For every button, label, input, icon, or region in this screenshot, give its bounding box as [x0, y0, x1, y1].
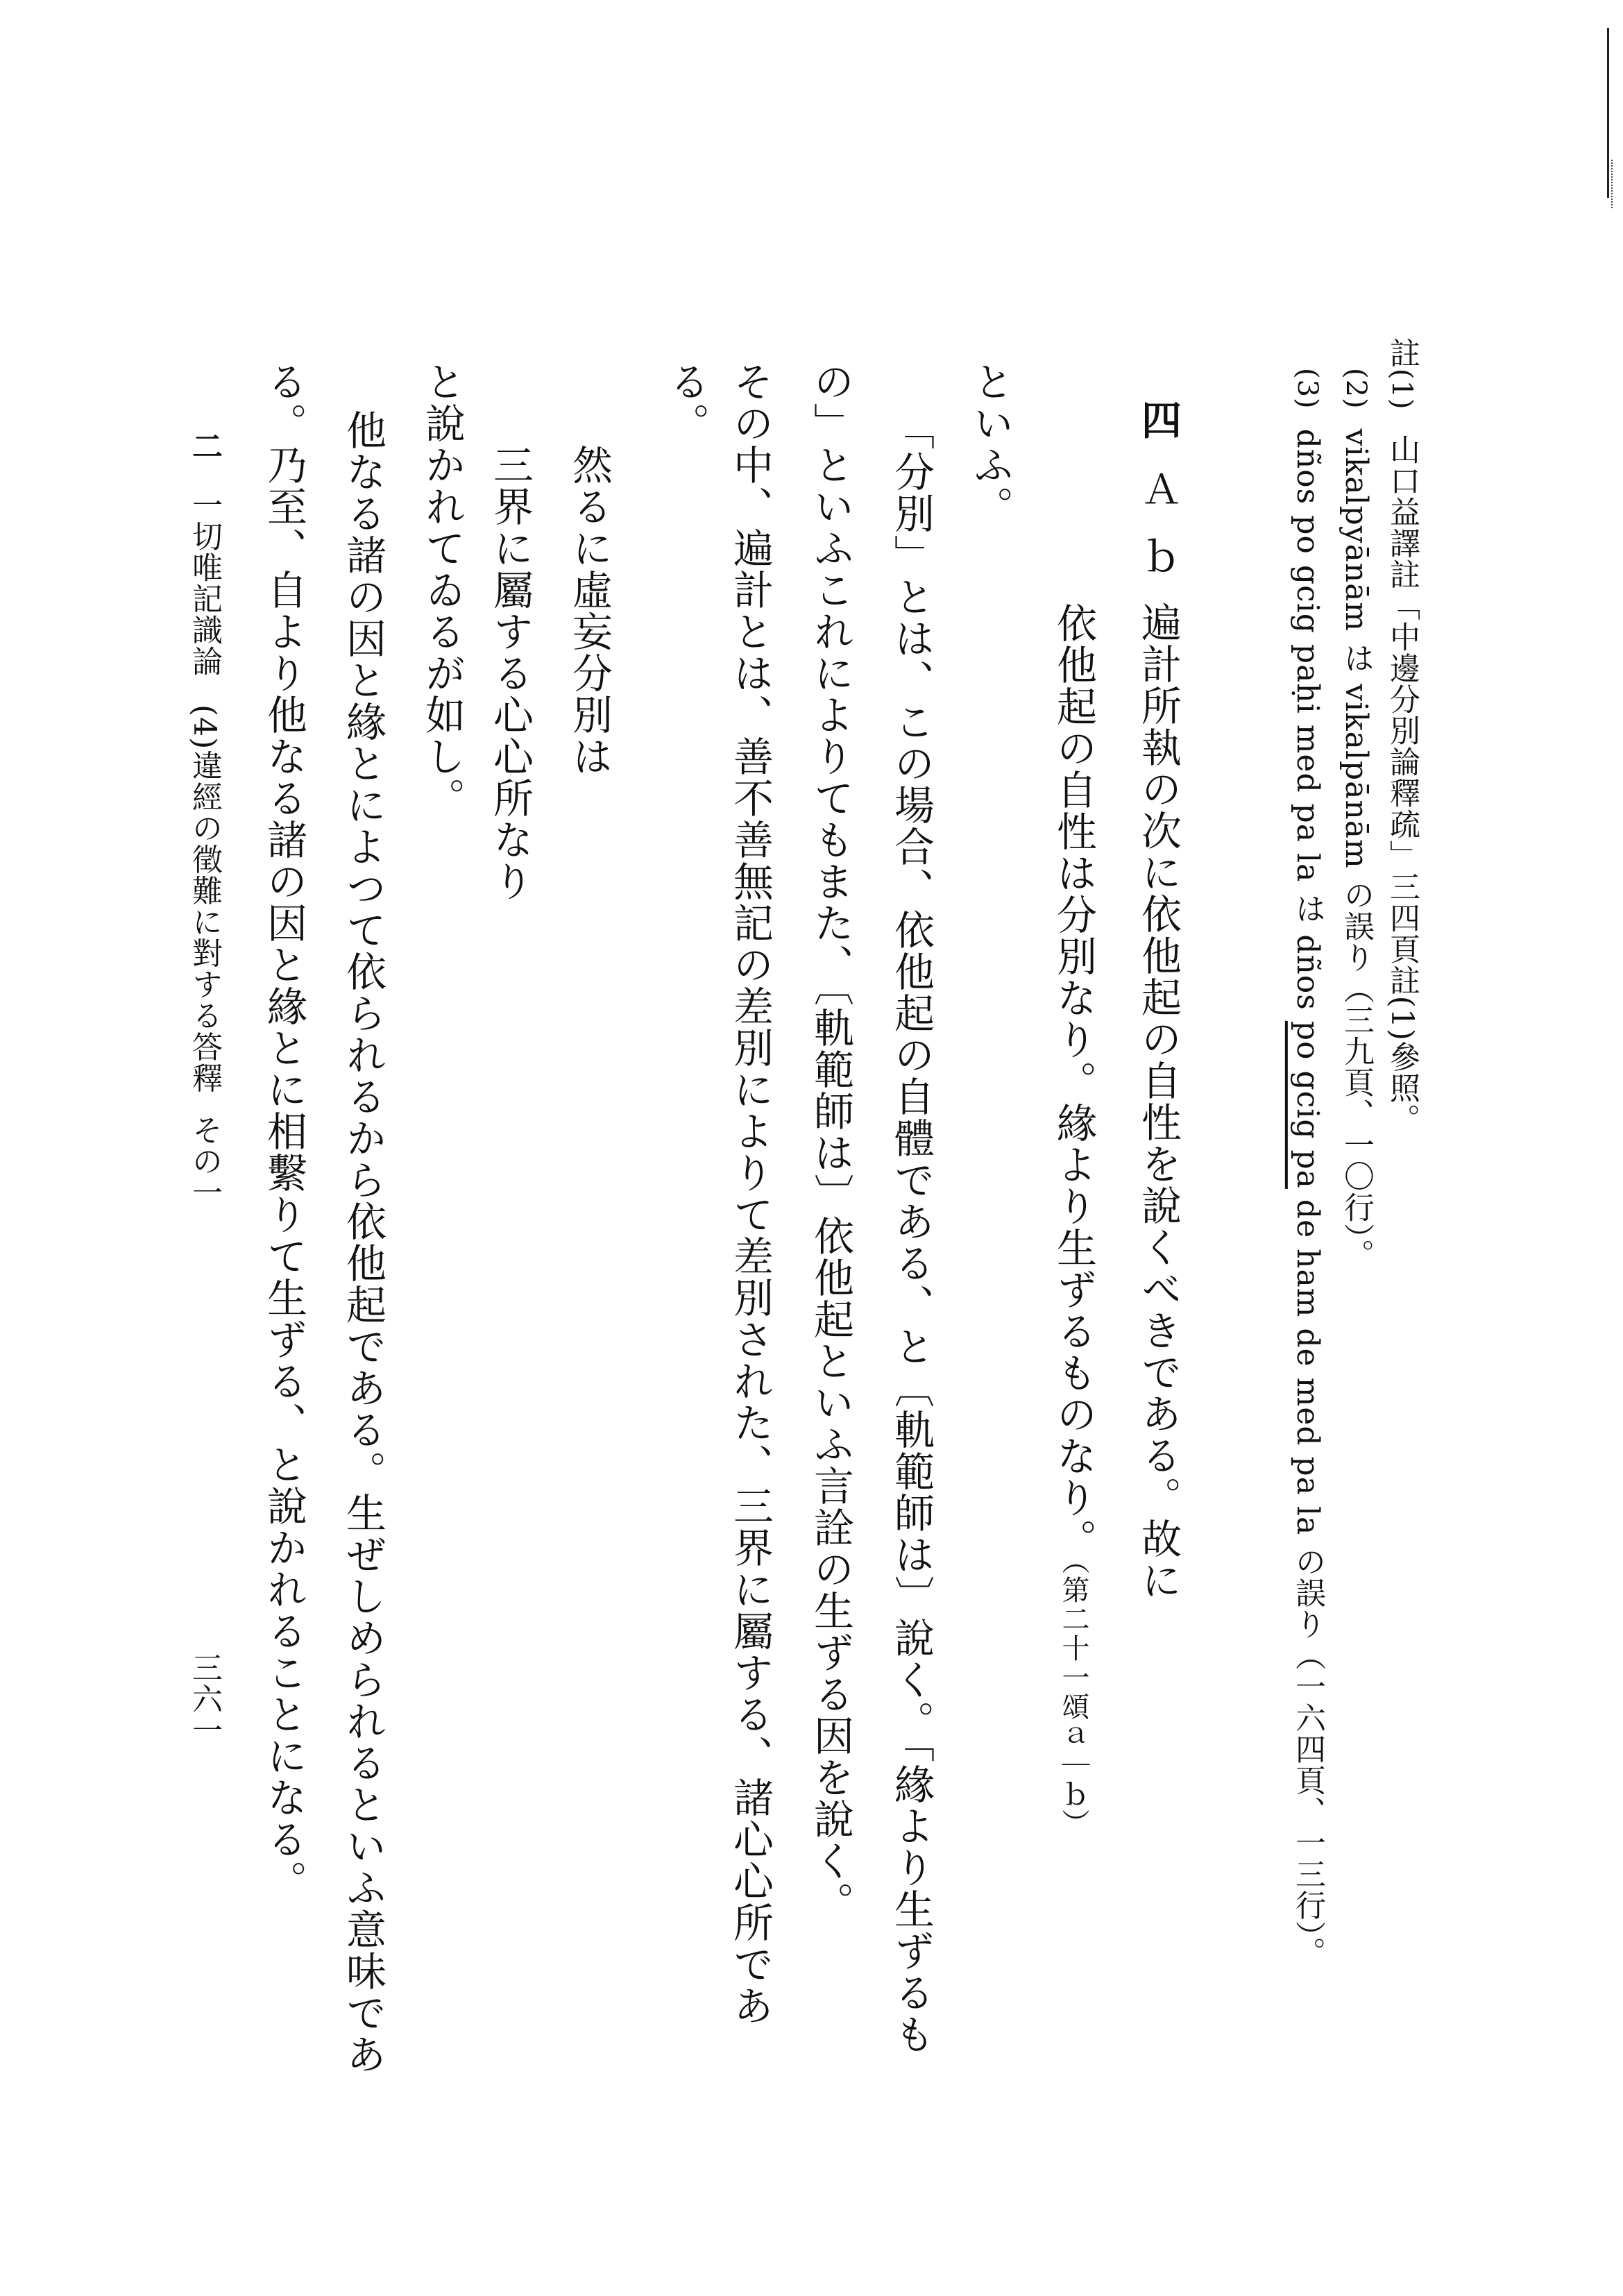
notes-heading: 註 — [1384, 337, 1420, 369]
body-line-3-text: の」といふこれによりてもまた、〔軌範師は〕依他起といふ言詮の生ずる因を說く。 — [807, 361, 854, 1923]
quote-line-2-text: 三界に屬する心心所なり — [486, 444, 534, 902]
section-mark: 四 — [1135, 399, 1182, 441]
running-footer — [187, 430, 222, 1208]
page-number — [187, 1652, 222, 1746]
body-line-7 — [339, 410, 386, 2075]
footer-section: (4)違經の徵難に對する答釋 — [187, 704, 222, 1094]
body-line-6 — [418, 361, 466, 819]
note-1-text: 山口益譯註「中邊分別論釋疏」三四頁註(1)參照。 — [1384, 433, 1420, 1135]
body-line-7-text: 他なる諸の因と緣とによつて依られるから依他起である。生ぜしめられるといふ意味であ — [339, 410, 386, 2075]
note-1 — [1384, 337, 1420, 1135]
footer-part: その一 — [187, 1114, 222, 1208]
body-line-4 — [726, 361, 774, 2027]
body-line-8-text: る。乃至、自より他なる諸の因と緣とに相繫りて生ずる、と說かれることになる。 — [260, 361, 307, 1902]
quote-line-2 — [486, 444, 534, 902]
note-3-number: (3) — [1291, 368, 1323, 410]
body-line-4-text: その中、遍計とは、善不善無記の差別によりて差別された、三界に屬する、諸心心所であ — [726, 361, 774, 2027]
quote-line-1 — [566, 444, 613, 777]
note-3 — [1292, 368, 1323, 1968]
page-number-text: 三六一 — [187, 1652, 222, 1746]
page-edge-line — [1607, 28, 1609, 198]
verse-line — [1050, 602, 1097, 1838]
verse-reference: （第二十一頌ａ｜ｂ） — [1057, 1560, 1089, 1838]
body-line-5 — [663, 361, 710, 444]
note-2-number: (2) — [1340, 368, 1372, 410]
section-sub-b: ｂ — [1135, 535, 1182, 577]
section-title: 遍計所執の次に依他起の自性を說くべきである。故に — [1135, 602, 1182, 1601]
body-line-3 — [807, 361, 854, 1923]
body-line-8 — [260, 361, 307, 1902]
body-line-2 — [887, 410, 935, 2055]
section-sub-a: Ａ — [1135, 469, 1182, 510]
body-line-5-text: る。 — [663, 361, 710, 444]
footer-book-title: 一切唯記識論 — [187, 489, 222, 677]
note-3-text-start: dños po gcig paḥi med pa la は dños — [1290, 428, 1325, 1021]
page-edge-dots — [1611, 160, 1614, 208]
footer-chapter: 二 — [187, 430, 222, 462]
body-line-1-text: といふ。 — [967, 361, 1014, 527]
note-2-text: vikalpyānām は vikalpānām の誤り（三九頁、一〇行）。 — [1339, 428, 1374, 1270]
body-line-2-text: 「分別」とは、この場合、依他起の自體である、と〔軌範師は〕說く。「緣より生ずるも — [887, 410, 935, 2055]
verse-text: 依他起の自性は分別なり。緣より生ずるものなり。 — [1050, 602, 1097, 1560]
note-3-text-end: de ham de med pa la の誤り（一六四頁、一三行）。 — [1290, 1188, 1325, 1968]
quote-line-1-text: 然るに虛妄分別は — [566, 444, 613, 777]
body-line-6-text: と說かれてゐるが如し。 — [418, 361, 466, 819]
body-line-1 — [967, 361, 1014, 527]
note-2 — [1339, 368, 1374, 1270]
note-3-underlined: po gcig pa — [1290, 1020, 1325, 1189]
section-heading — [1135, 399, 1182, 1601]
note-1-number: (1) — [1386, 369, 1418, 410]
